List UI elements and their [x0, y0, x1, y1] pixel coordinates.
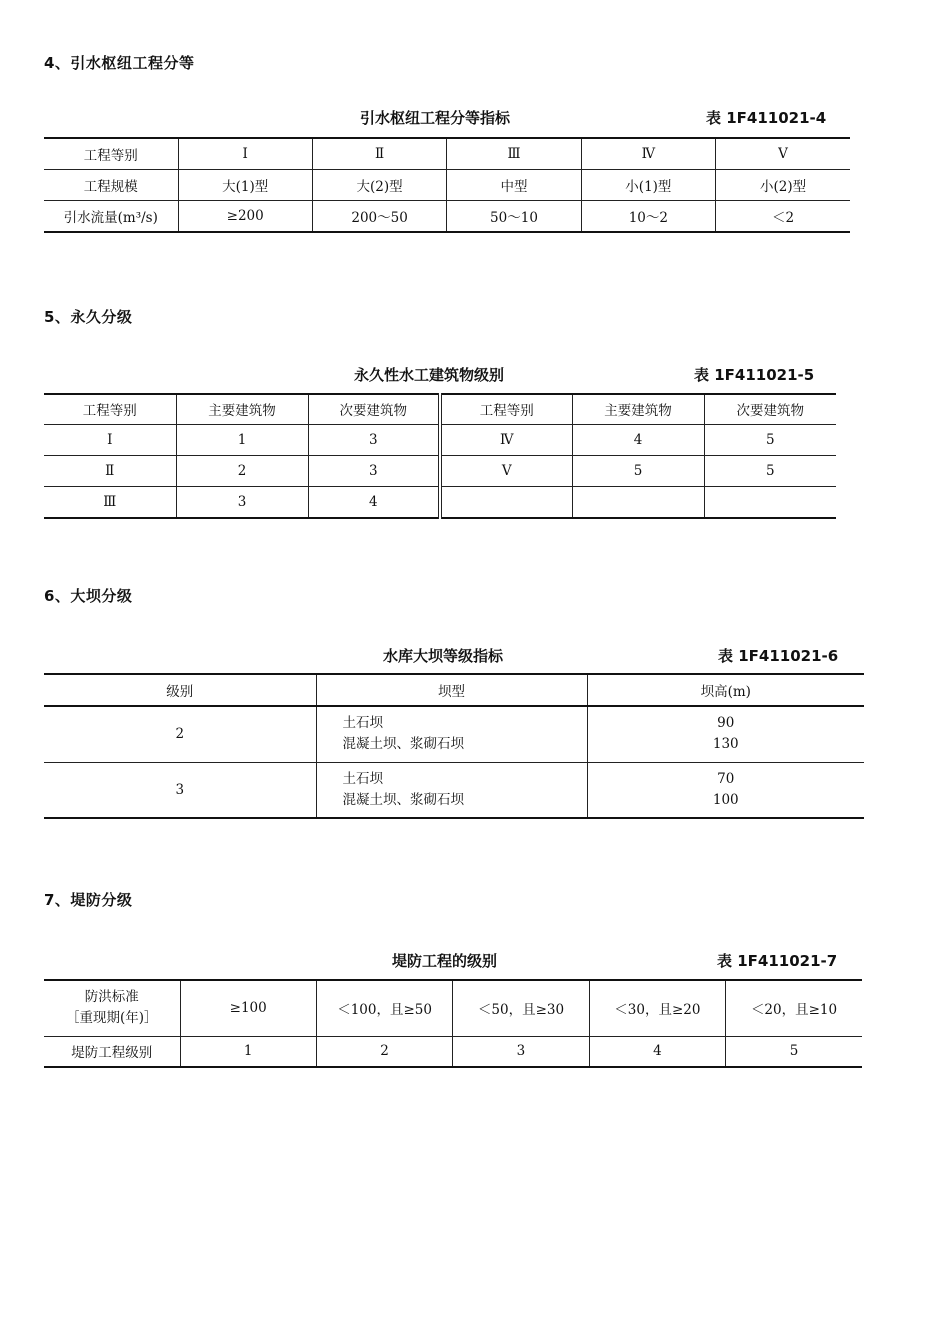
levee-grade-table: [44, 979, 862, 1068]
permanent-structure-table: [44, 393, 836, 519]
table-cell: Ⅱ: [44, 455, 176, 486]
table-number-6: 表 1F411021-6: [718, 647, 839, 665]
table-cell: 4: [572, 424, 704, 455]
table-cell: [316, 762, 587, 818]
table-cell: 5: [726, 1036, 862, 1067]
dam-height-line: 100: [712, 791, 739, 808]
column-header: 级别: [44, 674, 316, 706]
table-cell: [572, 486, 704, 518]
table-cell: 中型: [447, 169, 581, 200]
column-header: 主要建筑物: [176, 394, 308, 424]
section-heading-5: 5、永久分级: [44, 308, 133, 326]
table-header-row: [44, 674, 864, 706]
column-header: 坝高(m): [587, 674, 864, 706]
table-cell: 4: [589, 1036, 725, 1067]
table-cell: 2: [176, 455, 308, 486]
table-cell: 4: [308, 486, 440, 518]
table-cell: 引水流量(m³/s): [44, 200, 178, 232]
dam-height-line: 90: [717, 715, 735, 732]
table-cell: 3: [453, 1036, 589, 1067]
table-cell: [316, 706, 587, 762]
table-cell: 1: [176, 424, 308, 455]
table-cell: ＜30，且≥20: [589, 980, 725, 1036]
table-cell: 3: [44, 762, 316, 818]
dam-height-line: 130: [712, 736, 739, 753]
table-cell: Ⅳ: [581, 138, 715, 169]
section-heading-7: 7、堤防分级: [44, 891, 133, 909]
table-cell: 50～10: [447, 200, 581, 232]
column-header: 次要建筑物: [704, 394, 836, 424]
table-cell: Ⅰ: [178, 138, 312, 169]
table-caption-5: 永久性水工建筑物级别: [354, 366, 505, 384]
table-number-4: 表 1F411021-4: [706, 109, 827, 127]
table-caption-4: 引水枢纽工程分等指标: [360, 109, 511, 127]
table-cell: 大(1)型: [178, 169, 312, 200]
table-cell: ≥100: [180, 980, 316, 1036]
table-cell: 2: [316, 1036, 452, 1067]
table-cell: 10～2: [581, 200, 715, 232]
table-row: [44, 1036, 862, 1067]
table-cell: Ⅲ: [447, 138, 581, 169]
table-cell: [44, 980, 180, 1036]
table-cell: [704, 486, 836, 518]
table-row: [44, 486, 836, 518]
column-header: 工程等别: [440, 394, 572, 424]
table-cell: Ⅴ: [716, 138, 850, 169]
section-heading-6: 6、大坝分级: [44, 587, 133, 605]
dam-type-line: 混凝土坝、浆砌石坝: [342, 791, 464, 808]
column-header: 工程等别: [44, 394, 176, 424]
table-cell: 堤防工程级别: [44, 1036, 180, 1067]
table-caption-6: 水库大坝等级指标: [383, 647, 504, 665]
dam-grade-table: [44, 673, 864, 819]
table-cell: ＜50，且≥30: [453, 980, 589, 1036]
row-label-line: 防洪标准: [84, 989, 139, 1006]
table-number-5: 表 1F411021-5: [694, 366, 815, 384]
table-cell: 5: [704, 455, 836, 486]
table-cell: Ⅱ: [312, 138, 446, 169]
table-number-7: 表 1F411021-7: [717, 952, 838, 970]
table-cell: Ⅲ: [44, 486, 176, 518]
table-cell: 小(2)型: [716, 169, 850, 200]
table-row: [44, 455, 836, 486]
table-caption-7: 堤防工程的级别: [392, 952, 498, 970]
table-cell: ＜100，且≥50: [316, 980, 452, 1036]
table-cell: 3: [308, 455, 440, 486]
column-header: 次要建筑物: [308, 394, 440, 424]
table-row: [44, 424, 836, 455]
dam-type-line: 土石坝: [342, 715, 383, 732]
table-cell: ＜2: [716, 200, 850, 232]
section-heading-4: 4、引水枢纽工程分等: [44, 54, 195, 72]
table-cell: 3: [176, 486, 308, 518]
table-cell: Ⅰ: [44, 424, 176, 455]
table-row: [44, 706, 864, 762]
table-row: [44, 169, 850, 200]
table-cell: 大(2)型: [312, 169, 446, 200]
dam-height-line: 70: [717, 770, 735, 787]
column-header: 坝型: [316, 674, 587, 706]
table-cell: Ⅴ: [440, 455, 572, 486]
table-cell: 小(1)型: [581, 169, 715, 200]
table-cell: ≥200: [178, 200, 312, 232]
table-row: [44, 138, 850, 169]
diversion-hub-table: [44, 137, 850, 233]
column-header: 主要建筑物: [572, 394, 704, 424]
table-cell: [587, 706, 864, 762]
dam-type-line: 混凝土坝、浆砌石坝: [342, 736, 464, 753]
table-cell: 工程规模: [44, 169, 178, 200]
table-row: [44, 980, 862, 1036]
table-cell: 5: [572, 455, 704, 486]
table-cell: [587, 762, 864, 818]
table-cell: 工程等别: [44, 138, 178, 169]
table-cell: 1: [180, 1036, 316, 1067]
dam-type-line: 土石坝: [342, 770, 383, 787]
table-cell: [440, 486, 572, 518]
table-cell: ＜20，且≥10: [726, 980, 862, 1036]
table-row: [44, 200, 850, 232]
table-row: [44, 762, 864, 818]
table-cell: Ⅳ: [440, 424, 572, 455]
table-header-row: [44, 394, 836, 424]
table-cell: 2: [44, 706, 316, 762]
table-cell: 3: [308, 424, 440, 455]
row-label-line: ［重现期(年)］: [65, 1010, 158, 1027]
table-cell: 5: [704, 424, 836, 455]
table-cell: 200～50: [312, 200, 446, 232]
